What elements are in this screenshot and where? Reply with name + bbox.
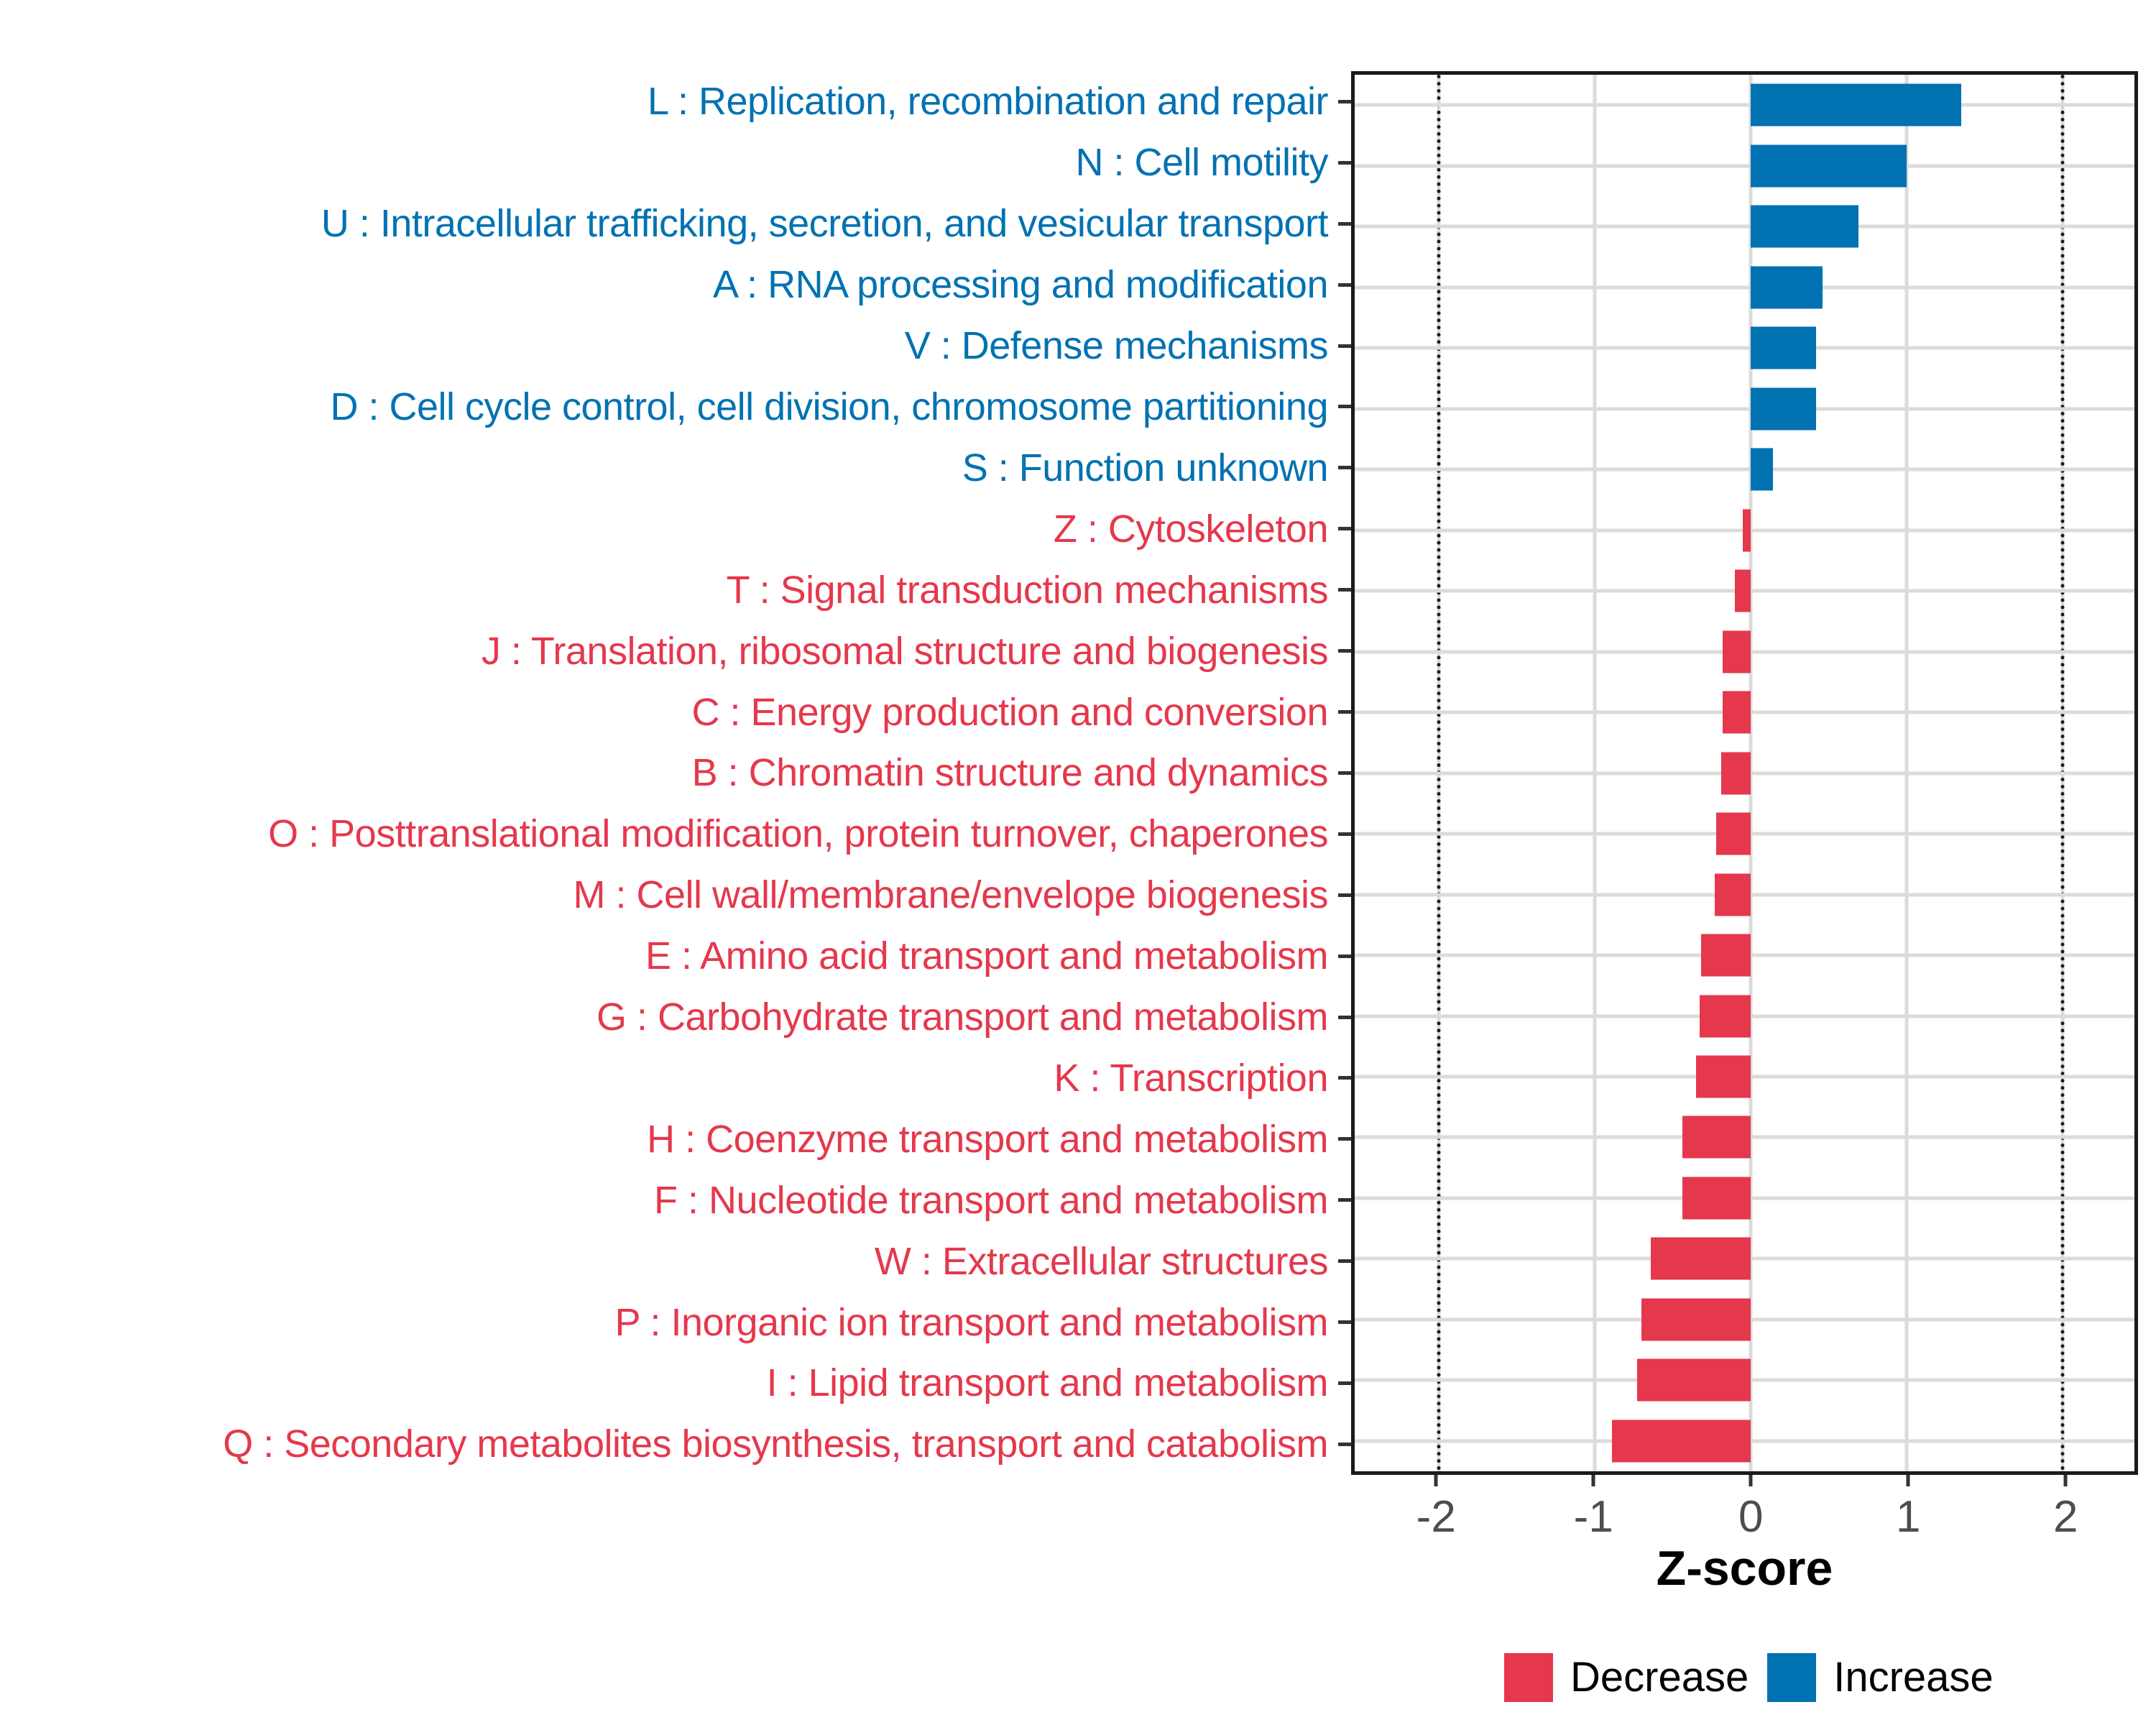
y-tick [1338, 1016, 1351, 1019]
y-tick [1338, 344, 1351, 348]
bar-p [1641, 1298, 1751, 1340]
category-row [1355, 742, 2134, 803]
category-label-row [0, 1169, 1351, 1230]
category-row [1355, 864, 2134, 924]
category-label-b: B : Chromatin structure and dynamics [691, 751, 1328, 795]
bar-n [1751, 144, 1907, 187]
category-row [1355, 682, 2134, 742]
category-label-row [0, 193, 1351, 254]
category-row [1355, 439, 2134, 500]
y-tick [1338, 466, 1351, 469]
bar-o [1716, 813, 1751, 855]
y-gridline [1355, 104, 2134, 107]
bar-m [1715, 873, 1751, 916]
category-label-row [0, 1353, 1351, 1414]
bar-c [1723, 691, 1751, 734]
category-label-row [0, 742, 1351, 804]
y-tick [1338, 893, 1351, 897]
category-label-row [0, 1048, 1351, 1109]
category-label-h: H : Coenzyme transport and metabolism [647, 1117, 1328, 1161]
y-tick [1338, 771, 1351, 775]
y-tick [1338, 405, 1351, 408]
category-row [1355, 1228, 2134, 1289]
category-label-q: Q : Secondary metabolites biosynthesis, transport and catabolism [223, 1422, 1328, 1466]
legend-key-increase [1767, 1653, 1816, 1702]
bar-t [1735, 570, 1751, 612]
category-row [1355, 985, 2134, 1046]
y-gridline [1355, 225, 2134, 229]
category-label-g: G : Carbohydrate transport and metabolism [596, 995, 1328, 1039]
y-tick [1338, 649, 1351, 653]
category-label-row [0, 804, 1351, 865]
category-label-row [0, 254, 1351, 316]
category-label-row [0, 1108, 1351, 1169]
category-row [1355, 75, 2134, 135]
category-row [1355, 804, 2134, 864]
bar-l [1751, 84, 1961, 126]
x-tick [1907, 1475, 1910, 1486]
category-label-d: D : Cell cycle control, cell division, chromosome partitioning [330, 385, 1328, 428]
category-label-f: F : Nucleotide transport and metabolism [654, 1178, 1328, 1222]
category-label-row [0, 1230, 1351, 1292]
category-row [1355, 257, 2134, 317]
category-label-row [0, 926, 1351, 987]
bar-i [1637, 1359, 1751, 1402]
category-label-a: A : RNA processing and modification [713, 263, 1328, 307]
category-label-e: E : Amino acid transport and metabolism [645, 934, 1328, 978]
category-label-row [0, 71, 1351, 132]
legend-label-decrease: Decrease [1570, 1654, 1749, 1701]
category-row [1355, 378, 2134, 438]
bar-j [1723, 630, 1751, 673]
category-row [1355, 1107, 2134, 1167]
category-row [1355, 318, 2134, 378]
category-label-row [0, 498, 1351, 559]
category-label-row [0, 559, 1351, 620]
category-label-row [0, 1414, 1351, 1475]
bar-h [1682, 1116, 1751, 1159]
category-label-w: W : Extracellular structures [874, 1239, 1328, 1283]
x-tick [1749, 1475, 1753, 1486]
category-label-row [0, 681, 1351, 742]
y-tick [1338, 1259, 1351, 1263]
x-tick-label: -1 [1573, 1492, 1613, 1542]
category-label-u: U : Intracellular trafficking, secretion, and vesicular transport [321, 202, 1328, 246]
category-row [1355, 925, 2134, 985]
category-label-j: J : Translation, ribosomal structure and biogenesis [481, 629, 1328, 673]
bar-q [1612, 1420, 1751, 1462]
category-label-l: L : Replication, recombination and repair [647, 80, 1328, 124]
bar-d [1751, 387, 1816, 430]
x-tick-label: 1 [1896, 1492, 1921, 1542]
y-tick [1338, 710, 1351, 714]
category-row [1355, 1289, 2134, 1350]
y-tick [1338, 161, 1351, 165]
y-tick [1338, 1076, 1351, 1080]
category-row [1355, 1350, 2134, 1410]
bar-g [1700, 995, 1751, 1037]
bar-f [1682, 1177, 1751, 1219]
category-label-s: S : Function unknown [962, 446, 1328, 489]
y-gridline [1355, 285, 2134, 289]
category-label-p: P : Inorganic ion transport and metabolism [614, 1300, 1328, 1344]
bar-w [1651, 1238, 1751, 1280]
category-label-row [0, 377, 1351, 438]
x-tick [2064, 1475, 2068, 1486]
category-label-v: V : Defense mechanisms [904, 324, 1328, 368]
category-label-row [0, 987, 1351, 1048]
y-tick [1338, 1198, 1351, 1202]
y-gridline [1355, 346, 2134, 350]
y-tick [1338, 832, 1351, 836]
y-gridline [1355, 468, 2134, 472]
y-gridline [1355, 407, 2134, 410]
x-tick [1434, 1475, 1438, 1486]
bar-e [1701, 934, 1751, 977]
category-row [1355, 1411, 2134, 1471]
category-label-k: K : Transcription [1054, 1056, 1328, 1100]
category-row [1355, 1168, 2134, 1228]
y-tick [1338, 1137, 1351, 1141]
y-tick [1338, 1320, 1351, 1324]
y-tick [1338, 1443, 1351, 1446]
bar-k [1696, 1055, 1751, 1098]
category-row [1355, 135, 2134, 196]
y-tick [1338, 527, 1351, 530]
legend-item-increase [1767, 1653, 1993, 1702]
category-label-c: C : Energy production and conversion [691, 690, 1328, 734]
y-tick [1338, 100, 1351, 104]
category-row [1355, 561, 2134, 621]
category-row [1355, 1046, 2134, 1107]
bar-rows [1355, 75, 2134, 1471]
x-tick-label: 2 [2053, 1492, 2078, 1542]
bar-v [1751, 327, 1816, 369]
category-label-z: Z : Cytoskeleton [1053, 507, 1328, 551]
x-tick-label: -2 [1416, 1492, 1456, 1542]
y-tick [1338, 954, 1351, 958]
legend-label-increase: Increase [1833, 1654, 1994, 1701]
bar-s [1751, 448, 1772, 491]
category-row [1355, 196, 2134, 257]
y-axis-category-labels [0, 71, 1351, 1475]
category-label-t: T : Signal transduction mechanisms [726, 568, 1328, 612]
legend [1504, 1652, 1994, 1703]
category-label-n: N : Cell motility [1075, 141, 1328, 185]
category-row [1355, 621, 2134, 681]
plot-panel [1351, 71, 2138, 1475]
y-tick [1338, 283, 1351, 287]
category-label-o: O : Posttranslational modification, protein turnover, chaperones [268, 812, 1328, 856]
x-axis-title: Z-score [1656, 1541, 1833, 1596]
category-label-row [0, 1292, 1351, 1353]
category-label-row [0, 620, 1351, 681]
x-tick [1592, 1475, 1595, 1486]
bar-b [1721, 752, 1751, 794]
y-tick [1338, 588, 1351, 592]
category-label-row [0, 132, 1351, 193]
category-label-row [0, 316, 1351, 377]
bar-z [1743, 509, 1751, 551]
category-label-i: I : Lipid transport and metabolism [766, 1361, 1328, 1405]
category-label-m: M : Cell wall/membrane/envelope biogenesis [573, 873, 1328, 917]
y-tick [1338, 1381, 1351, 1385]
bar-a [1751, 266, 1823, 308]
legend-key-decrease [1504, 1653, 1553, 1702]
category-row [1355, 500, 2134, 560]
y-gridline [1355, 164, 2134, 167]
legend-item-decrease [1504, 1653, 1749, 1702]
category-label-row [0, 437, 1351, 498]
category-label-row [0, 865, 1351, 926]
y-tick [1338, 222, 1351, 226]
bar-u [1751, 206, 1858, 248]
x-tick-label: 0 [1738, 1492, 1764, 1542]
